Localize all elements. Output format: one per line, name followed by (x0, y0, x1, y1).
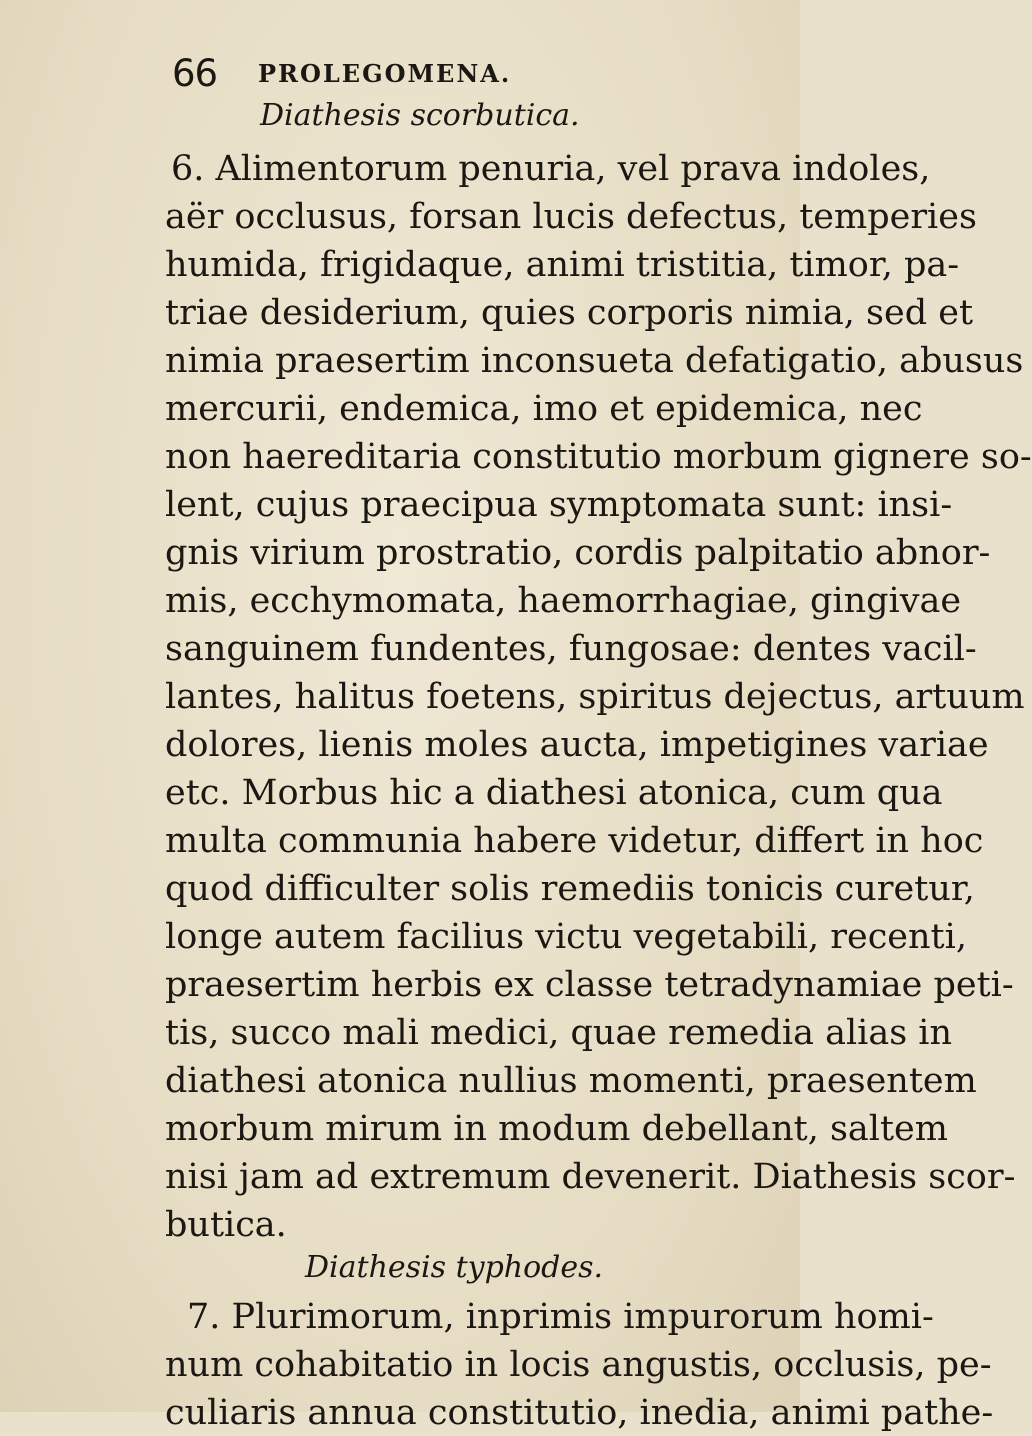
text-line: aër occlusus, forsan lucis defectus, temperies (165, 197, 977, 237)
text-line: praesertim herbis ex classe tetradynamiae peti- (165, 965, 1014, 1005)
text-line: non haereditaria constitutio morbum gignere so- (165, 437, 1032, 477)
text-line: culiaris annua constitutio, inedia, animi pathe- (165, 1393, 994, 1433)
text-line: lantes, halitus foetens, spiritus dejectus, artuum (165, 677, 1025, 717)
text-line: nimia praesertim inconsueta defatigatio, abusus (165, 341, 1024, 381)
text-line: sanguinem fundentes, fungosae: dentes vacil- (165, 629, 977, 669)
text-line: triae desiderium, quies corporis nimia, sed et (165, 293, 974, 333)
text-line: tis, succo mali medici, quae remedia alias in (165, 1013, 953, 1053)
text-line: mercurii, endemica, imo et epidemica, nec (165, 389, 923, 429)
text-line: nisi jam ad extremum devenerit. Diathesis scor- (165, 1157, 1016, 1197)
section-title-typhodes: Diathesis typhodes. (305, 1250, 604, 1285)
text-line: gnis virium prostratio, cordis palpitatio abnor- (165, 533, 991, 573)
text-line: dolores, lienis moles aucta, impetigines variae (165, 725, 989, 765)
running-head: PROLEGOMENA. (258, 59, 512, 88)
text-line: mis, ecchymomata, haemorrhagiae, gingivae (165, 581, 962, 621)
text-line: diathesi atonica nullius momenti, praesentem (165, 1061, 977, 1101)
text-line: multa communia habere videtur, differt in hoc (165, 821, 984, 861)
text-line: humida, frigidaque, animi tristitia, timor, pa- (165, 245, 960, 285)
text-line: 7. Plurimorum, inprimis impurorum homi- (187, 1297, 934, 1337)
text-line: num cohabitatio in locis angustis, occlusis, pe- (165, 1345, 992, 1385)
text-line: etc. Morbus hic a diathesi atonica, cum qua (165, 773, 943, 813)
page-header (172, 52, 732, 102)
text-line: morbum mirum in modum debellant, saltem (165, 1109, 948, 1149)
page-number: 66 (172, 52, 218, 95)
text-line: longe autem facilius victu vegetabili, recenti, (165, 917, 967, 957)
text-line: 6. Alimentorum penuria, vel prava indoles, (171, 149, 931, 189)
section-title-scorbutica: Diathesis scorbutica. (260, 98, 580, 133)
text-line: butica. (165, 1205, 287, 1245)
text-line: lent, cujus praecipua symptomata sunt: insi- (165, 485, 953, 525)
text-line: quod difficulter solis remediis tonicis curetur, (165, 869, 975, 909)
